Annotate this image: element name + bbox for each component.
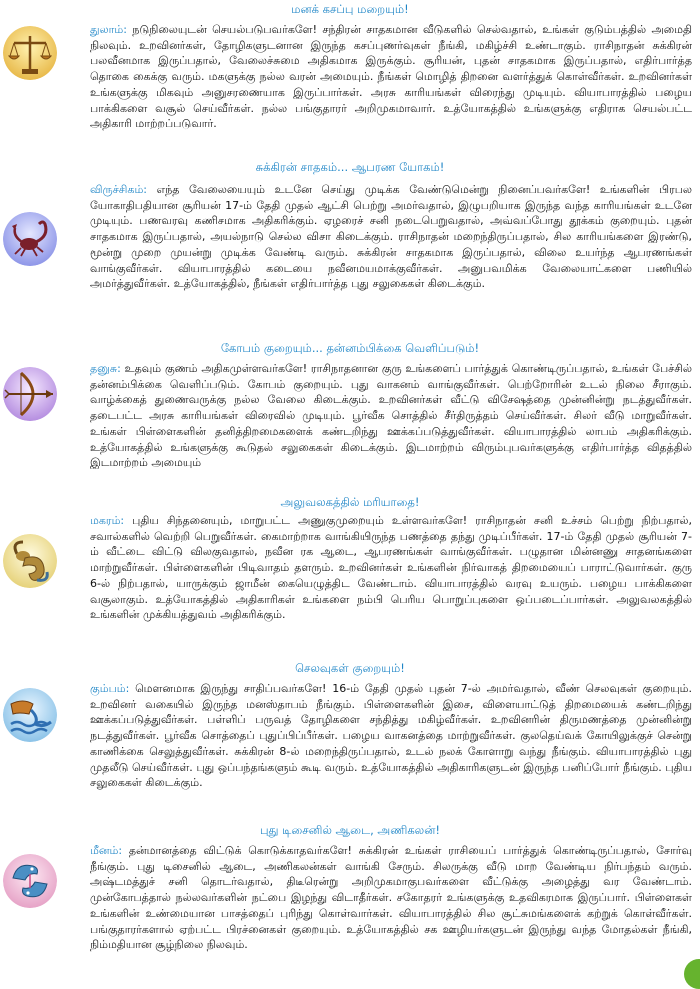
section-heading: சுக்கிரன் சாதகம்... ஆபரண யோகம்! xyxy=(255,160,445,174)
page-corner-badge xyxy=(684,959,700,989)
forecast-body: தன்மானத்தை விட்டுக் கொடுக்காதவர்களே! சுக்கிரன் உங்கள் ராசியைப் பார்த்துக் கொண்டிருப்பதால், சோர்வு நீங்கும். புது டிசைனில் ஆடை, அணிகலன்கள் வாங்கி சேரும். சிலருக்கு வீடு மாற வேண்டிய நிர்பந்தம் வரும். அஷ்டமத்துச் சனி தொடர்வதால், திடீரென்று அறிமுகமாகுபவர்களை வீட்டுக்கு அழைத்து வர வேண்டாம். முன்கோபத்தால் நல்லவர்களின் நட்பை இழந்து விடாதீர்கள். சகோதரர் உங்களுக்கு உதவிகரமாக இருப்பார். பிள்ளைகள் உங்களின் உண்மையான பாசத்தைப் புரிந்து கொள்வார்கள். வியாபாரத்தில் சில சூட்சுமங்களைக் கற்றுக் கொள்வீர்கள். பங்குதாரர்களால் ஏற்பட்ட பிரச்னைகள் குறையும். உத்யோகத்தில் சக ஊழியர்களுடன் இருந்து வந்த மோதல்கள் நீங்கி, நிம்மதியான சூழ்நிலை நிலவும். xyxy=(90,844,692,952)
forecast-body: நடுநிலையுடன் செயல்படுபவர்களே! சந்திரன் சாதகமான வீடுகளில் செல்வதால், உங்கள் குடும்பத்தில் அமைதி நிலவும். உறவினர்கள், தோழிகளுடனான இருந்த கசப்புணர்வுகள் நீங்கி, மகிழ்ச்சி உண்டாகும். ராசிநாதன் சுக்கிரன் பலவீனமாக இருப்பதால், வேலைச்சுமை அதிகமாக இருக்கும். சூரியன், புதன் சாதகமாக இருப்பதால், எதிர்பார்த்த தொகை கைக்கு வரும். மகளுக்கு நல்ல வரன் அமையும். நீங்கள் மொழித் திறனை வளர்த்துக் கொள்வீர்கள். உறவினர்கள் உங்களுக்கு மிகவும் அனுசரணையாக இருப்பார்கள். அரசு காரியங்கள் விரைந்து முடியும். வியாபாரத்தில் பழைய பாக்கிகளை வசூல் செய்வீர்கள். நல்ல பங்குதாரர் அறிமுகமாவார். உத்யோகத்தில் உங்களுக்கு எதிராக செயல்பட்ட அதிகாரி மாற்றப்படுவார். xyxy=(90,23,692,131)
section-heading: செலவுகள் குறையும்! xyxy=(295,661,405,675)
capricorn-goat-icon xyxy=(3,534,57,588)
section-text xyxy=(90,681,692,791)
section-text xyxy=(90,513,692,623)
section-heading: புது டிசைனில் ஆடை, அணிகலன்! xyxy=(260,823,440,837)
sign-label: கும்பம்: xyxy=(90,682,130,695)
forecast-body: மௌனமாக இருந்து சாதிப்பவர்களே! 16-ம் தேதி முதல் புதன் 7-ல் அமர்வதால், வீண் செலவுகள் குறையும். உறவினர் வகையில் இருந்த மனஸ்தாபம் நீங்கும். பிள்ளைகளின் இசை, விளையாட்டுத் திறமையைக் கண்டறிந்து ஊக்கப்படுத்துவீர்கள். பள்ளிப் பருவத் தோழிகளை சந்தித்து மகிழ்வீர்கள். உறவினரின் திருமணத்தை முன்னின்று நடத்துவீர்கள். பூர்வீக சொத்தைப் புதுப்பிப்பீர்கள். பழைய வாகனத்தை மாற்றுவீர்கள். குலதெய்வக் கோயிலுக்குச் சென்று காணிக்கை செலுத்துவீர்கள். சுக்கிரன் 8-ல் மறைந்திருப்பதால், உடல் நலக் கோளாறு வந்து நீங்கும். வியாபாரத்தில் புது முதலீடு செய்வீர்கள். புது ஒப்பந்தங்களும் கூடி வரும். உத்யோகத்தில் அதிகாரிகளுடன் இருந்த பனிப்போர் நீங்கும். புதிய சலுகைகள் கிடைக்கும். xyxy=(90,682,692,790)
pisces-fish-icon xyxy=(3,854,57,908)
sagittarius-bow-arrow-icon xyxy=(3,367,57,421)
sign-label: துலாம்: xyxy=(90,23,127,36)
sign-label: தனுசு: xyxy=(90,362,121,375)
sign-label: விருச்சிகம்: xyxy=(90,183,148,196)
sign-label: மீனம்: xyxy=(90,844,123,857)
forecast-body: உதவும் குணம் அதிகமுள்ளவர்களே! ராசிநாதனான குரு உங்களைப் பார்த்துக் கொண்டிருப்பதால், உங்கள் பேச்சில் தன்னம்பிக்கை வெளிப்படும். கோபம் குறையும். புது வாகனம் வாங்குவீர்கள். பெற்றோரின் உடல் நிலை சீராகும். வாழ்க்கைத் துணைவருக்கு நல்ல வேலை கிடைக்கும். உறவினர்கள் வீட்டு விசேஷத்தை முன்னின்று நடத்துவீர்கள். தடைபட்ட அரசு காரியங்கள் விரைவில் முடியும். பூர்வீக சொத்தில் சீர்திருத்தம் செய்வீர்கள். சிலர் வீடு மாறுவீர்கள். உங்கள் பிள்ளைகளின் தனித்திறமைகளைக் கண்டறிந்து ஊக்கப்படுத்துவீர்கள். வியாபாரத்தில் லாபம் அதிகரிக்கும். உத்யோகத்தில் உங்களுக்கு கூடுதல் சலுகைகள் கிடைக்கும். இடமாற்றம் விரும்புபவர்களுக்கு எதிர்பார்த்த விதத்தில் இடமாற்றம் அமையும் xyxy=(90,362,692,470)
aquarius-water-bearer-icon xyxy=(3,688,57,742)
scorpio-scorpion-icon xyxy=(3,212,57,266)
forecast-body: எந்த வேலையையும் உடனே செய்து முடிக்க வேண்டுமென்று நினைப்பவர்களே! உங்களின் பிரபல யோகாதிபதியான சூரியன் 17-ம் தேதி முதல் ஆட்சி பெற்று அமர்வதால், இழுபறியாக இருந்த வந்த காரியங்கள் உடனே முடியும். பணவரவு கணிசமாக அதிகரிக்கும். ஏழரைச் சனி நடைபெறுவதால், அவ்வப்போது தூக்கம் குறையும். புதன் சாதகமாக இருப்பதால், அயல்நாடு செல்ல விசா கிடைக்கும். ராசிநாதன் மறைந்திருப்பதால், சில காரியங்களை இரண்டு, மூன்று முறை முயன்று முடிக்க வேண்டி வரும். சுக்கிரன் சாதகமாக இருப்பதால், விலை உயர்ந்த ஆபரணங்கள் வாங்குவீர்கள். வியாபாரத்தில் கடையை நவீனமயமாக்குவீர்கள். அனுபவமிக்க வேலையாட்களை பணியில் அமர்த்துவீர்கள். உத்யோகத்தில், நீங்கள் எதிர்பார்த்த புது சலுகைகள் கிடைக்கும். xyxy=(90,183,692,291)
forecast-body: புதிய சிந்தனையும், மாறுபட்ட அணுகுமுறையும் உள்ளவர்களே! ராசிநாதன் சனி உச்சம் பெற்று நிற்பதால், சவால்களில் வெற்றி பெறுவீர்கள். கைமாற்றாக வாங்கியிருந்த பணத்தை தந்து முடிப்பீர்கள். 17-ம் தேதி முதல் சூரியன் 7-ம் வீட்டை விட்டு விலகுவதால், நவீன ரக ஆடை, ஆபரணங்கள் வாங்குவீர்கள். பழுதான மின்னணு சாதனங்களை மாற்றுவீர்கள். பிள்ளைகளின் பிடிவாதம் தளரும். உறவினர்கள் உங்களின் நிர்வாகத் திறமையைப் பாராட்டுவார்கள். குரு 6-ல் நிற்பதால், யாருக்கும் ஜாமீன் கையெழுத்திட வேண்டாம். வியாபாரத்தில் வரவு உயரும். பழைய பாக்கிகளை வசூலாகும். உத்யோகத்தில் அதிகாரிகள் உங்களை நம்பி பெரிய பொறுப்புகளை ஒப்படைப்பார்கள். அலுவலகத்தில் உங்களின் முக்கியத்துவம் அதிகரிக்கும். xyxy=(90,514,692,622)
section-heading: மனக் கசப்பு மறையும்! xyxy=(291,2,409,16)
section-heading: அலுவலகத்தில் மரியாதை! xyxy=(280,495,420,509)
section-text xyxy=(90,22,692,132)
section-text xyxy=(90,182,692,292)
section-text xyxy=(90,843,692,953)
section-heading: கோபம் குறையும்... தன்னம்பிக்கை வெளிப்படும்! xyxy=(220,341,480,355)
libra-scales-icon xyxy=(3,26,57,80)
sign-label: மகரம்: xyxy=(90,514,125,527)
section-text xyxy=(90,361,692,471)
